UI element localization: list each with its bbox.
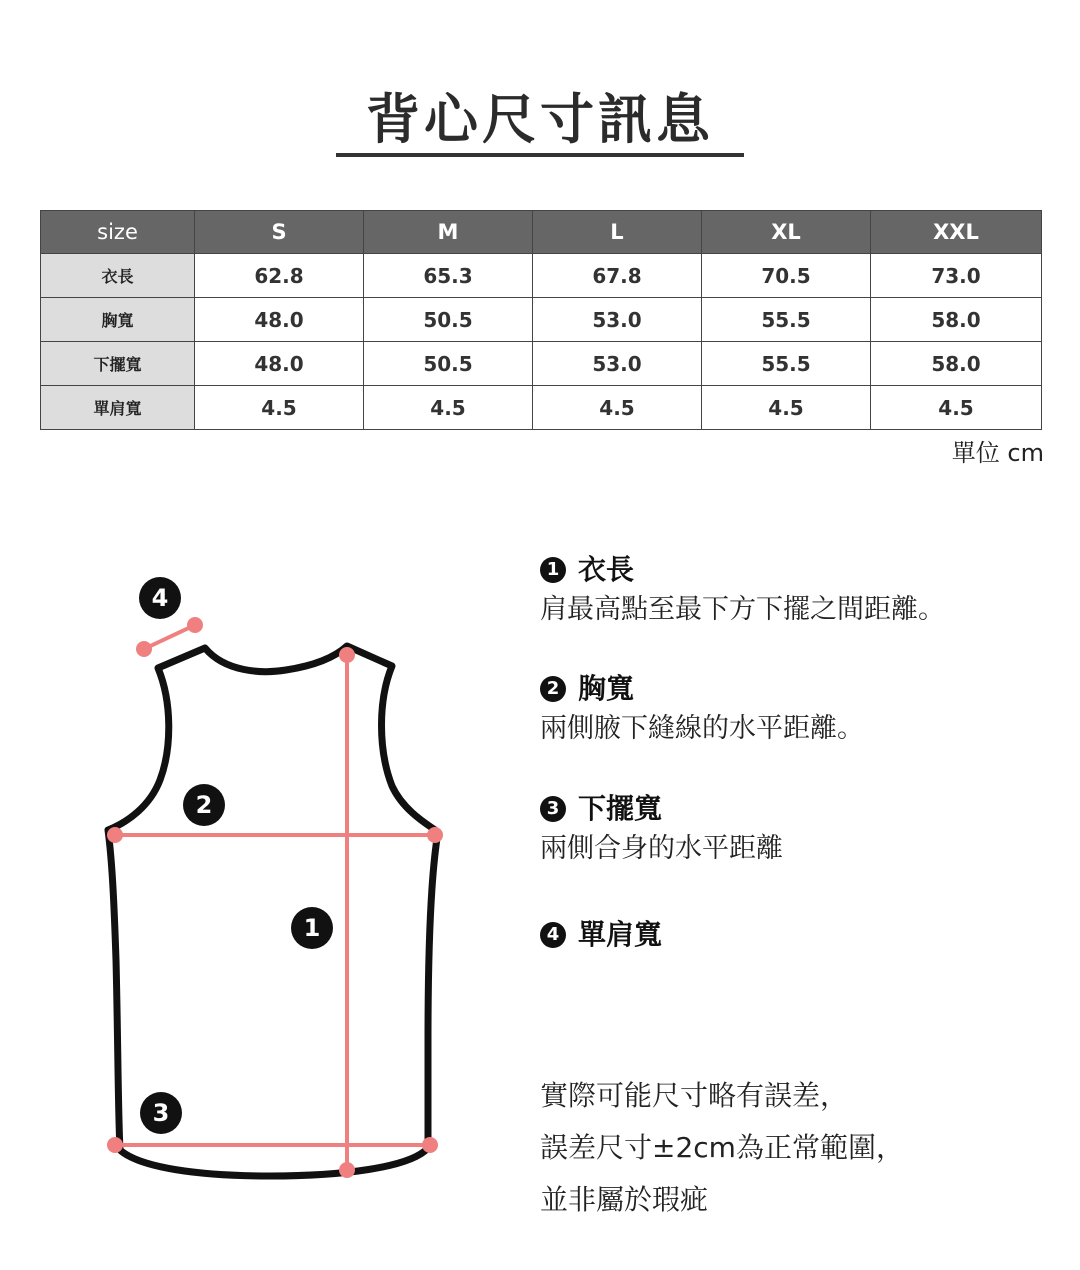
table-row	[41, 298, 1042, 342]
svg-text:1: 1	[303, 914, 321, 942]
size-header: S	[195, 211, 364, 254]
shoulder-line	[144, 625, 195, 649]
row-label: 衣長	[41, 254, 195, 298]
table-cell: 55.5	[702, 298, 871, 342]
row-label: 胸寬	[41, 298, 195, 342]
table-cell: 4.5	[702, 386, 871, 430]
marker-2	[183, 784, 225, 826]
marker-3	[140, 1092, 182, 1134]
table-cell: 48.0	[195, 298, 364, 342]
number-badge: 4	[540, 922, 566, 948]
number-badge: 1	[540, 557, 566, 583]
shoulder-right-dot	[187, 617, 203, 633]
title-underline	[336, 153, 744, 157]
description-title: 胸寬	[578, 672, 635, 705]
table-cell: 48.0	[195, 342, 364, 386]
row-label: 下擺寬	[41, 342, 195, 386]
svg-text:4: 4	[151, 584, 169, 612]
size-header: M	[364, 211, 533, 254]
length-bottom-dot	[339, 1162, 355, 1178]
size-table	[40, 210, 1042, 430]
size-header: L	[533, 211, 702, 254]
table-cell: 58.0	[871, 342, 1042, 386]
table-cell: 4.5	[871, 386, 1042, 430]
chest-left-dot	[107, 827, 123, 843]
table-cell: 50.5	[364, 298, 533, 342]
description-text: 兩側合身的水平距離	[540, 833, 783, 864]
table-cell: 4.5	[364, 386, 533, 430]
svg-text:2: 2	[195, 791, 213, 819]
vest-diagram	[0, 540, 520, 1200]
shoulder-left-dot	[136, 641, 152, 657]
hem-left-dot	[107, 1137, 123, 1153]
row-label: 單肩寬	[41, 386, 195, 430]
table-corner-label: size	[41, 211, 195, 254]
table-row	[41, 342, 1042, 386]
table-cell: 4.5	[533, 386, 702, 430]
description-length	[540, 552, 1060, 630]
description-hem	[540, 791, 1060, 869]
note-line: 實際可能尺寸略有誤差，	[540, 1079, 849, 1112]
table-cell: 67.8	[533, 254, 702, 298]
table-cell: 53.0	[533, 342, 702, 386]
table-cell: 4.5	[195, 386, 364, 430]
table-cell: 50.5	[364, 342, 533, 386]
number-badge: 3	[540, 796, 566, 822]
note-line: 並非屬於瑕疵	[540, 1183, 709, 1216]
table-cell: 70.5	[702, 254, 871, 298]
length-top-dot	[339, 647, 355, 663]
number-badge: 2	[540, 676, 566, 702]
table-cell: 73.0	[871, 254, 1042, 298]
table-header-row	[41, 211, 1042, 254]
description-title: 衣長	[578, 553, 635, 586]
table-row	[41, 254, 1042, 298]
tolerance-note	[540, 1070, 1060, 1226]
description-text: 兩側腋下縫線的水平距離。	[540, 713, 864, 744]
page-title: 背心尺寸訊息	[366, 88, 714, 151]
description-chest	[540, 671, 1060, 749]
table-cell: 65.3	[364, 254, 533, 298]
table-row	[41, 386, 1042, 430]
description-title: 下擺寬	[578, 792, 663, 825]
svg-text:3: 3	[152, 1099, 170, 1127]
size-header: XXL	[871, 211, 1042, 254]
chest-right-dot	[427, 827, 443, 843]
table-cell: 55.5	[702, 342, 871, 386]
description-text: 肩最高點至最下方下擺之間距離。	[540, 594, 945, 625]
unit-label: 單位 cm	[951, 439, 1044, 467]
hem-right-dot	[422, 1137, 438, 1153]
size-header: XL	[702, 211, 871, 254]
note-line: 誤差尺寸±2cm為正常範圍，	[540, 1131, 904, 1164]
marker-1	[291, 907, 333, 949]
table-cell: 58.0	[871, 298, 1042, 342]
table-cell: 62.8	[195, 254, 364, 298]
marker-4	[139, 577, 181, 619]
description-shoulder	[540, 917, 1060, 955]
table-cell: 53.0	[533, 298, 702, 342]
description-title: 單肩寬	[578, 918, 663, 951]
